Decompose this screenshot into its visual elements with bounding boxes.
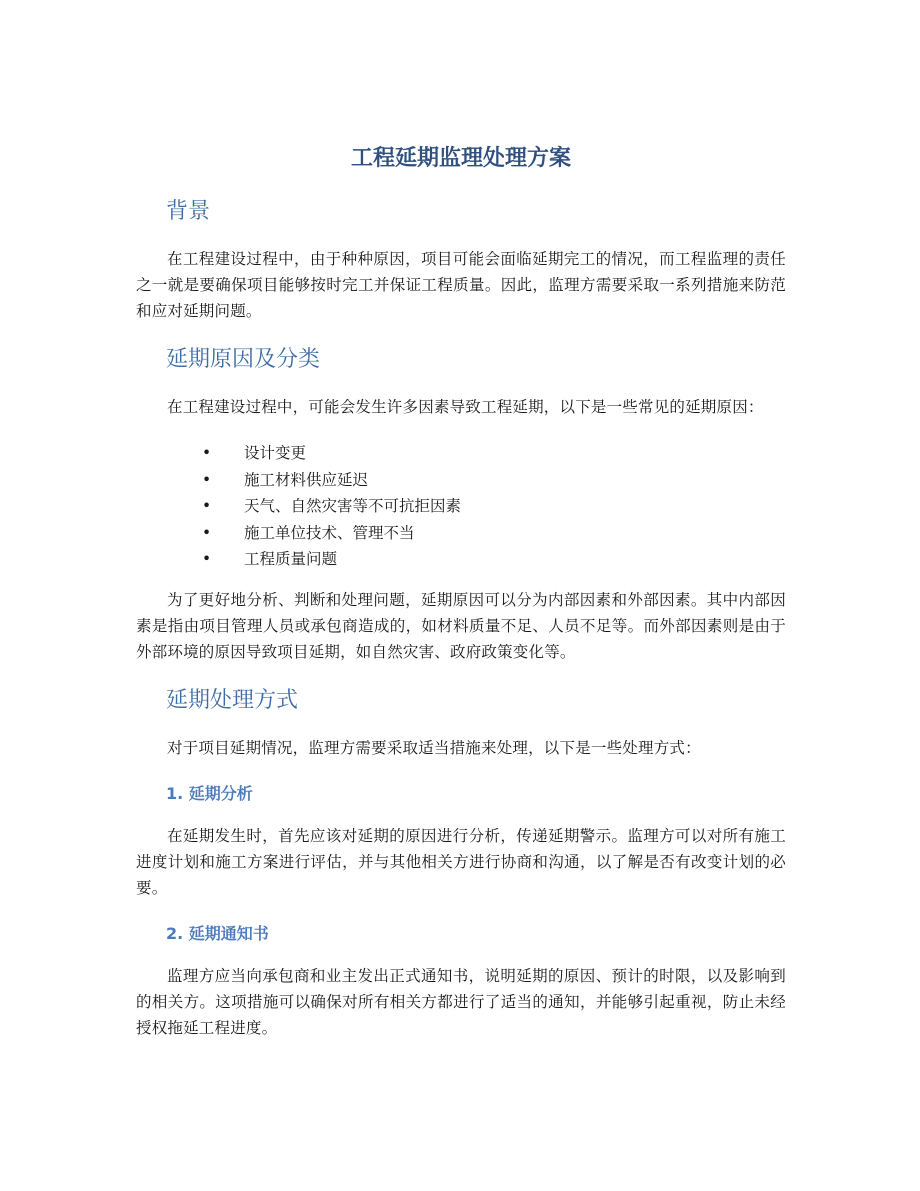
bullet-icon: • — [202, 497, 212, 515]
bullet-icon: • — [202, 444, 212, 462]
paragraph-delay-notice: 监理方应当向承包商和业主发出正式通知书，说明延期的原因、预计的时限，以及影响到的相关方。这项措施可以确保对所有相关方都进行了适当的通知，并能够引起重视，防止未经授权拖延工程进度。 — [136, 966, 786, 1037]
list-item — [136, 520, 786, 547]
section-handling — [136, 685, 786, 1041]
paragraph-causes-intro: 在工程建设过程中，可能会发生许多因素导致工程延期，以下是一些常见的延期原因： — [167, 398, 764, 416]
list-item-text: 施工材料供应延迟 — [244, 470, 369, 489]
list-item — [136, 440, 786, 467]
list-item-text: 天气、自然灾害等不可抗拒因素 — [244, 497, 462, 515]
bullet-icon: • — [202, 470, 212, 489]
list-item-text: 工程质量问题 — [244, 550, 338, 568]
paragraph-handling-intro: 对于项目延期情况，监理方需要采取适当措施来处理，以下是一些处理方式： — [167, 738, 701, 757]
paragraph-delay-analysis: 在延期发生时，首先应该对延期的原因进行分析，传递延期警示。监理方可以对所有施工进度计划和施工方案进行评估，并与其他相关方进行协商和沟通，以了解是否有改变计划的必要。 — [136, 826, 786, 897]
section-background — [136, 196, 786, 324]
document-page — [136, 140, 786, 1061]
list-item — [136, 493, 786, 520]
paragraph-background: 在工程建设过程中，由于种种原因，项目可能会面临延期完工的情况，而工程监理的责任之一就是要确保项目能够按时完工并保证工程质量。因此，监理方需要采取一系列措施来防范和应对延期问题。 — [136, 250, 786, 320]
section-causes — [136, 344, 786, 665]
subheading-delay-notice: 2. 延期通知书 — [166, 923, 269, 943]
list-item-text: 设计变更 — [244, 444, 307, 462]
heading-background: 背景 — [166, 199, 211, 224]
list-item-text: 施工单位技术、管理不当 — [244, 523, 415, 542]
list-item — [136, 467, 786, 494]
bullet-icon: • — [202, 523, 212, 542]
list-item — [136, 546, 786, 573]
subheading-delay-analysis: 1. 延期分析 — [166, 783, 253, 803]
paragraph-causes-analysis: 为了更好地分析、判断和处理问题，延期原因可以分为内部因素和外部因素。其中内部因素是指由项目管理人员或承包商造成的，如材料质量不足、人员不足等。而外部因素则是由于外部环境的原因导致项目延期，如自然灾害、政府政策变化等。 — [136, 590, 786, 661]
heading-causes: 延期原因及分类 — [166, 347, 321, 372]
causes-list — [136, 440, 786, 573]
bullet-icon: • — [202, 550, 212, 568]
heading-handling: 延期处理方式 — [166, 687, 299, 713]
document-title: 工程延期监理处理方案 — [350, 146, 571, 171]
